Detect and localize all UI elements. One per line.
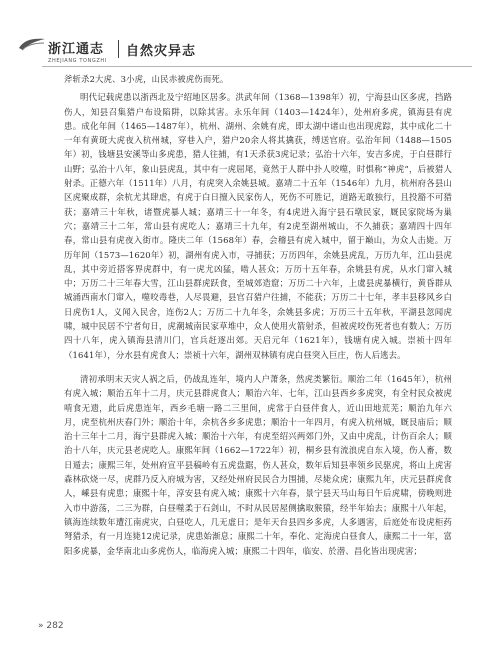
paragraph-qing-dynasty: 清初承明末天灾人祸之后，仍战乱连年，境内人户萧条，然虎类繁衍。顺治二年（1645年），杭州有虎入城；顺治五年十二月，庆元县群虎食人；顺治六年、七年，江山县西乡多虎突，有全村民众被虎啃食无遗，此后虎患连年，西乡毛塘一路二三里间，虎常于白昼伴食人，近山田地荒芜；顺治九年六月，虎至杭州庆春门外；顺治十年，余杭各乡多虎患；顺治十一年四月，有虎入杭州城，厩艮庙后；顺治十三年十二月，海宁县群虎入城；顺治十六年，有虎至绍兴两郊门外，又由中虎乱，计伤百余人；顺治十八年，庆元县老虎吃人。康熙年间（1662—1722年）初，桐乡县有流浪虎自东入境，伤人畜，数日遁去；康熙三年，处州府宣平县稿岭有五虎盘踞，伤人甚众，数年后知县率领乡民驱虎，将山上虎害森林砍烧一尽，虎群乃反入府城为害，又经处州府民民合力围捕，尽毙众虎；康熙九年，庆元县群虎食人，嵊县有虎患；康熙十年，淳安县有虎入城；康熙十六年春，景宁县天马山每日午后虎啸，傍晚则进入市中游荡，二三为群，白昼噬柔于石剑山，不时从民居屋侧擒取猴猿，经半年始去；康熙十八年起，镇海连续数年遭江南虎灾，白昼吃人，几无虚日；是年天台县四乡多虎，人多遇害，后庭处布设虎柜药弩猎杀，有一月连毙12虎记录，虎患始渐息；康熙二十年，奉化、定海虎白昼食人，康熙二十一年，富阳多虎暴，金华南北山多虎伤人，临海虎入城；康熙二十四年，临安、於潜、昌化皆出现虎害； [64, 373, 452, 556]
section-title: 自然灾异志 [126, 44, 197, 59]
logo-icon [18, 34, 46, 52]
paragraph-ming-dynasty: 明代记载虎患以浙西北及宁绍地区居多。洪武年间（1368—1398年）初，宁海县山区多虎，挡路伤人，知县召集猎户布设陷阱，以除其害。永乐年间（1403—1424年），处州府多虎，镇海县有虎患。成化年间（1465—1487年），杭州、湖州、余姚有虎，即太湖中诸山也出现虎踪，其中成化二十一年有黄斑大虎夜入杭州城，穿巷入户，猎户20余人将其擒获，缚送官府。弘治年间（1488—1505年）初，钱塘县安溪等山多虎患，猎人往捕，有1天杀获3虎记录；弘治十六年，安吉多虎，于白昼群行山野；弘治十八年，象山县虎乱，其中有一虎屈尾，竟然于人群中扑人咬噬，时惧称“神虎”，后被猎人射杀。正德六年（1511年）八月，有虎突入余姚县城。嘉靖二十五年（1546年）九月，杭州府各县山区虎聚成群，余杭尤其肆虐，有虎于白日擅入民家伤人，死伤不可胜记，道路无敢独行，且投豁不可猎获；嘉靖三十年秋，诸暨虎暴人城；嘉靖三十一年冬，有4虎进入海宁县石墩民家，厩民家院场为巢穴；嘉靖三十二年，常山县有虎吃人；嘉靖三十九年，有2虎至湖州城山，不久捕获；嘉靖四十四年春，常山县有虎夜入街市。隆庆二年（1568年）春，会稽县有虎入城中，留于巅山，为众人击毙。万历年间（1573—1620年）初，湖州有虎入市，寻捕获；万历四年，余姚县虎乱，万历九年，江山县虎乱，其中旁近搭客界虎群中，有一虎尤凶猛，啮人甚众；万历十五年春，余姚县有虎，从水门窜入城中；万历二十三年春大雪，江山县群虎跃食，至城郊造窟；万历二十六年，上虞县虎暴横行，黄昏群从城涌西南水门窜入，噬咬毒巷，人尽畏避，县官召猎户往捕，不能获；万历二十七年，孝丰县移风乡白日虎伤1人，义闻入民舍，连伤2人；万历二十九年冬，余姚县多虎；万历三十五年秋，平湖县忽闻虎啸，城中民居不宁者旬日，虎潮城南民家草堆中，众人使用火箭射杀，但被虎咬伤死者也有数人；万历四十八年，虎入镇海县清川门，官兵赶逐出郊。天启元年（1621年），钱塘有虎入城。崇祯十四年（1641年），分水县有虎食人；崇祯十六年，湖州双林镇有虎白昼突入巨庄，伤人后逃去。 [64, 92, 452, 360]
paragraph-continuation: 斧斩杀2大虎、3小虎，山民赤被虎伤而死。 [64, 74, 229, 84]
header-rule [42, 66, 472, 67]
page-header [0, 0, 480, 70]
page-marker-icon: » [38, 621, 44, 631]
page-number-value: 282 [46, 621, 64, 631]
page-number [38, 621, 64, 631]
brand-subtitle: ZHEJIANG TONGZHI [48, 58, 107, 64]
brand [48, 38, 107, 64]
body-text [64, 72, 452, 562]
brand-title: 浙江通志 [48, 42, 105, 57]
header-divider [118, 40, 119, 58]
